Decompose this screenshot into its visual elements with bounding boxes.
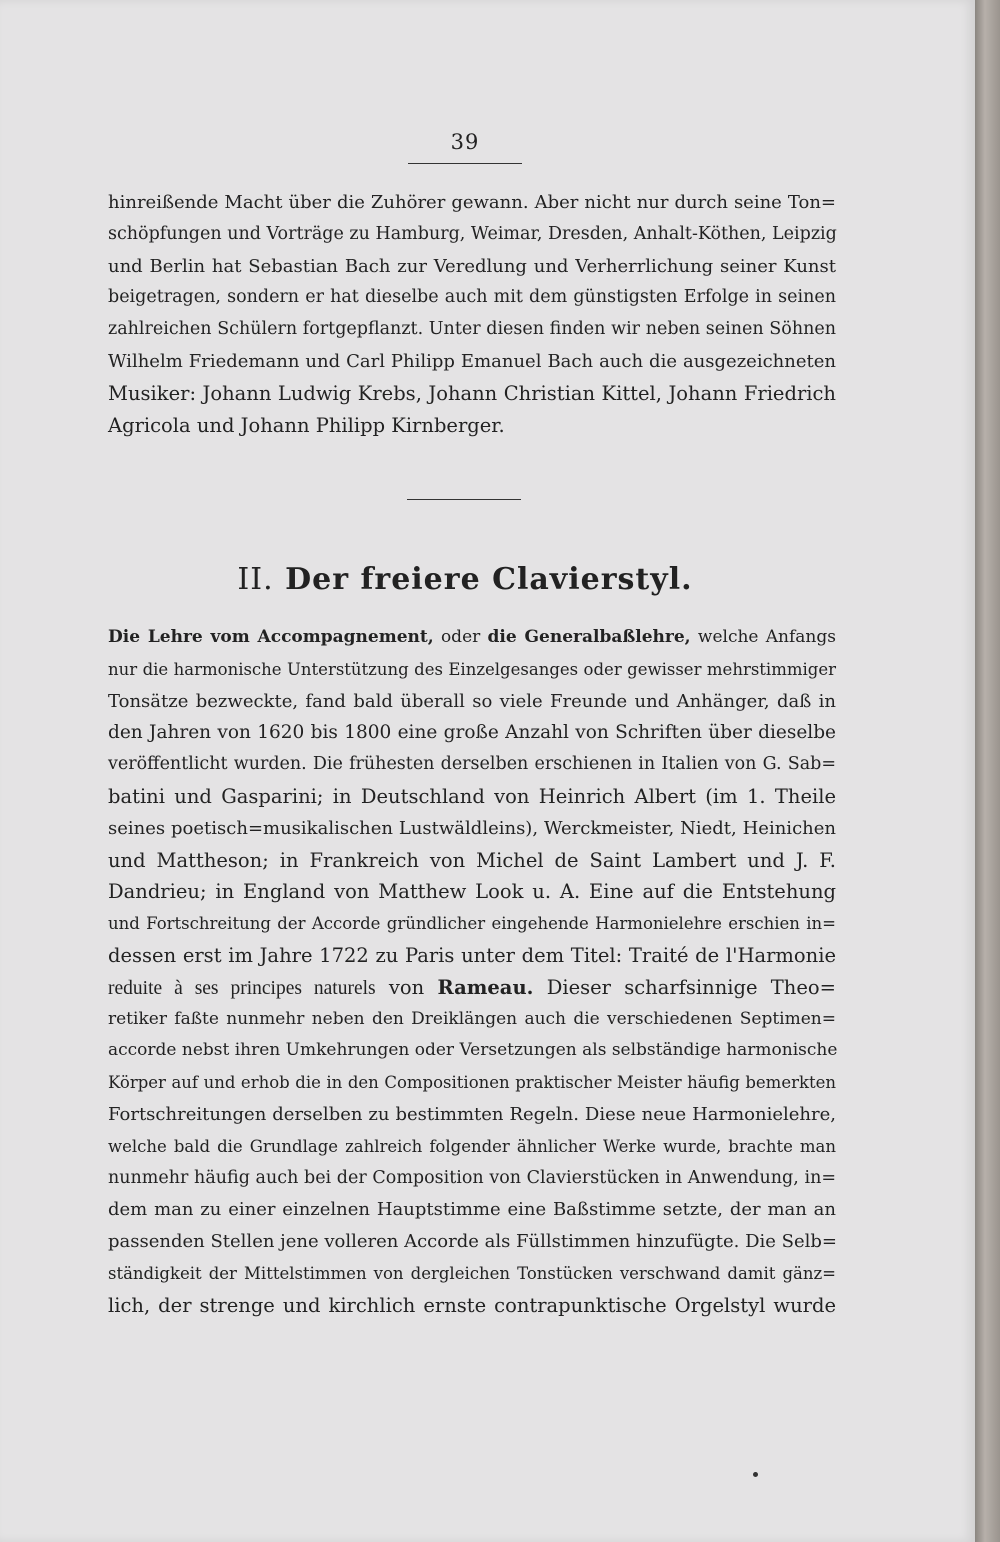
text-line: den Jahren von 1620 bis 1800 eine große Anzahl von Schriften über dieselbe [108,722,836,744]
text-line: batini und Gasparini; in Deutschland von Heinrich Albert (im 1. Theile [108,784,836,808]
text-span: Dieser scharfsinnige Theo= [533,975,836,999]
text-line [108,972,836,1004]
header-rule [408,163,522,164]
bold-name: Rameau. [437,975,534,999]
text-line: dem man zu einer einzelnen Hauptstimme eine Baßstimme setzte, der man an [108,1199,836,1221]
text-span: welche Anfangs [690,627,836,647]
text-line: Agricola und Johann Philipp Kirnberger. [108,413,505,437]
text-line [108,622,836,654]
book-edge [975,0,1000,1542]
text-line: Dandrieu; in England von Matthew Look u. A. Eine auf die Entstehung [108,880,836,904]
text-line: beigetragen, sondern er hat dieselbe auch mit dem günstigsten Erfolge in seinen [108,287,836,308]
text-span: von [375,975,438,999]
section-divider [407,499,521,500]
text-line: Musiker: Johann Ludwig Krebs, Johann Christian Kittel, Johann Friedrich [108,381,836,405]
text-line: nur die harmonische Unterstützung des Einzelgesanges oder gewisser mehrstimmiger [108,659,836,679]
paragraph-accompagnement [108,622,836,1322]
text-line: Wilhelm Friedemann und Carl Philipp Emanuel Bach auch die ausgezeichneten [108,350,836,372]
text-line: dessen erst im Jahre 1722 zu Paris unter dem Titel: Traité de l'Harmonie [108,943,836,967]
section-title: Der freiere Clavierstyl. [285,562,693,597]
text-line: und Fortschreitung der Accorde gründlicher eingehende Harmonielehre erschien in= [108,914,836,934]
text-line: seines poetisch=musikalischen Lustwäldleins), Werckmeister, Niedt, Heinichen [108,817,836,839]
page-number: 39 [450,130,480,154]
text-line: accorde nebst ihren Umkehrungen oder Versetzungen als selbständige harmonische [108,1040,838,1061]
text-span: oder [433,627,488,647]
text-line: schöpfungen und Vorträge zu Hamburg, Weimar, Dresden, Anhalt-Köthen, Leipzig [108,223,837,244]
text-line: hinreißende Macht über die Zuhörer gewann. Aber nicht nur durch seine Ton= [108,192,836,213]
text-line: und Mattheson; in Frankreich von Michel de Saint Lambert und J. F. [108,848,836,872]
paragraph-bach [108,187,836,441]
text-line: welche bald die Grundlage zahlreich folgender ähnlicher Werke wurde, brachte man [108,1136,836,1156]
text-line: ständigkeit der Mittelstimmen von dergleichen Tonstücken verschwand damit gänz= [108,1263,836,1283]
text-line: veröffentlicht wurden. Die frühesten derselben erschienen in Italien von G. Sab= [108,754,836,775]
text-line: Tonsätze bezweckte, fand bald überall so viele Freunde und Anhänger, daß in [108,690,836,712]
section-numeral: II. [237,562,274,597]
text-line: zahlreichen Schülern fortgepflanzt. Unter diesen finden wir neben seinen Söhnen [108,319,836,340]
text-line: lich, der strenge und kirchlich ernste contrapunktische Orgelstyl wurde [108,1293,836,1317]
text-line: Fortschreitungen derselben zu bestimmten Regeln. Diese neue Harmonielehre, [108,1103,836,1125]
section-heading [0,562,930,597]
text-line: und Berlin hat Sebastian Bach zur Veredlung und Verherrlichung seiner Kunst [108,255,836,277]
text-line: passenden Stellen jene volleren Accorde als Füllstimmen hinzufügte. Die Selb= [108,1231,838,1253]
ink-speck [753,1472,758,1477]
latin-title-span: reduite à ses principes naturels [108,977,376,999]
bold-term: Die Lehre vom Accompagnement, [108,627,434,647]
bold-term: die Generalbaßlehre, [487,627,691,647]
text-line: Körper auf und erhob die in den Compositionen praktischer Meister häufig bemerkten [108,1073,836,1093]
text-line: retiker faßte nunmehr neben den Dreiklängen auch die verschiedenen Septimen= [108,1008,836,1029]
text-line: nunmehr häufig auch bei der Composition von Clavierstücken in Anwendung, in= [108,1167,836,1188]
